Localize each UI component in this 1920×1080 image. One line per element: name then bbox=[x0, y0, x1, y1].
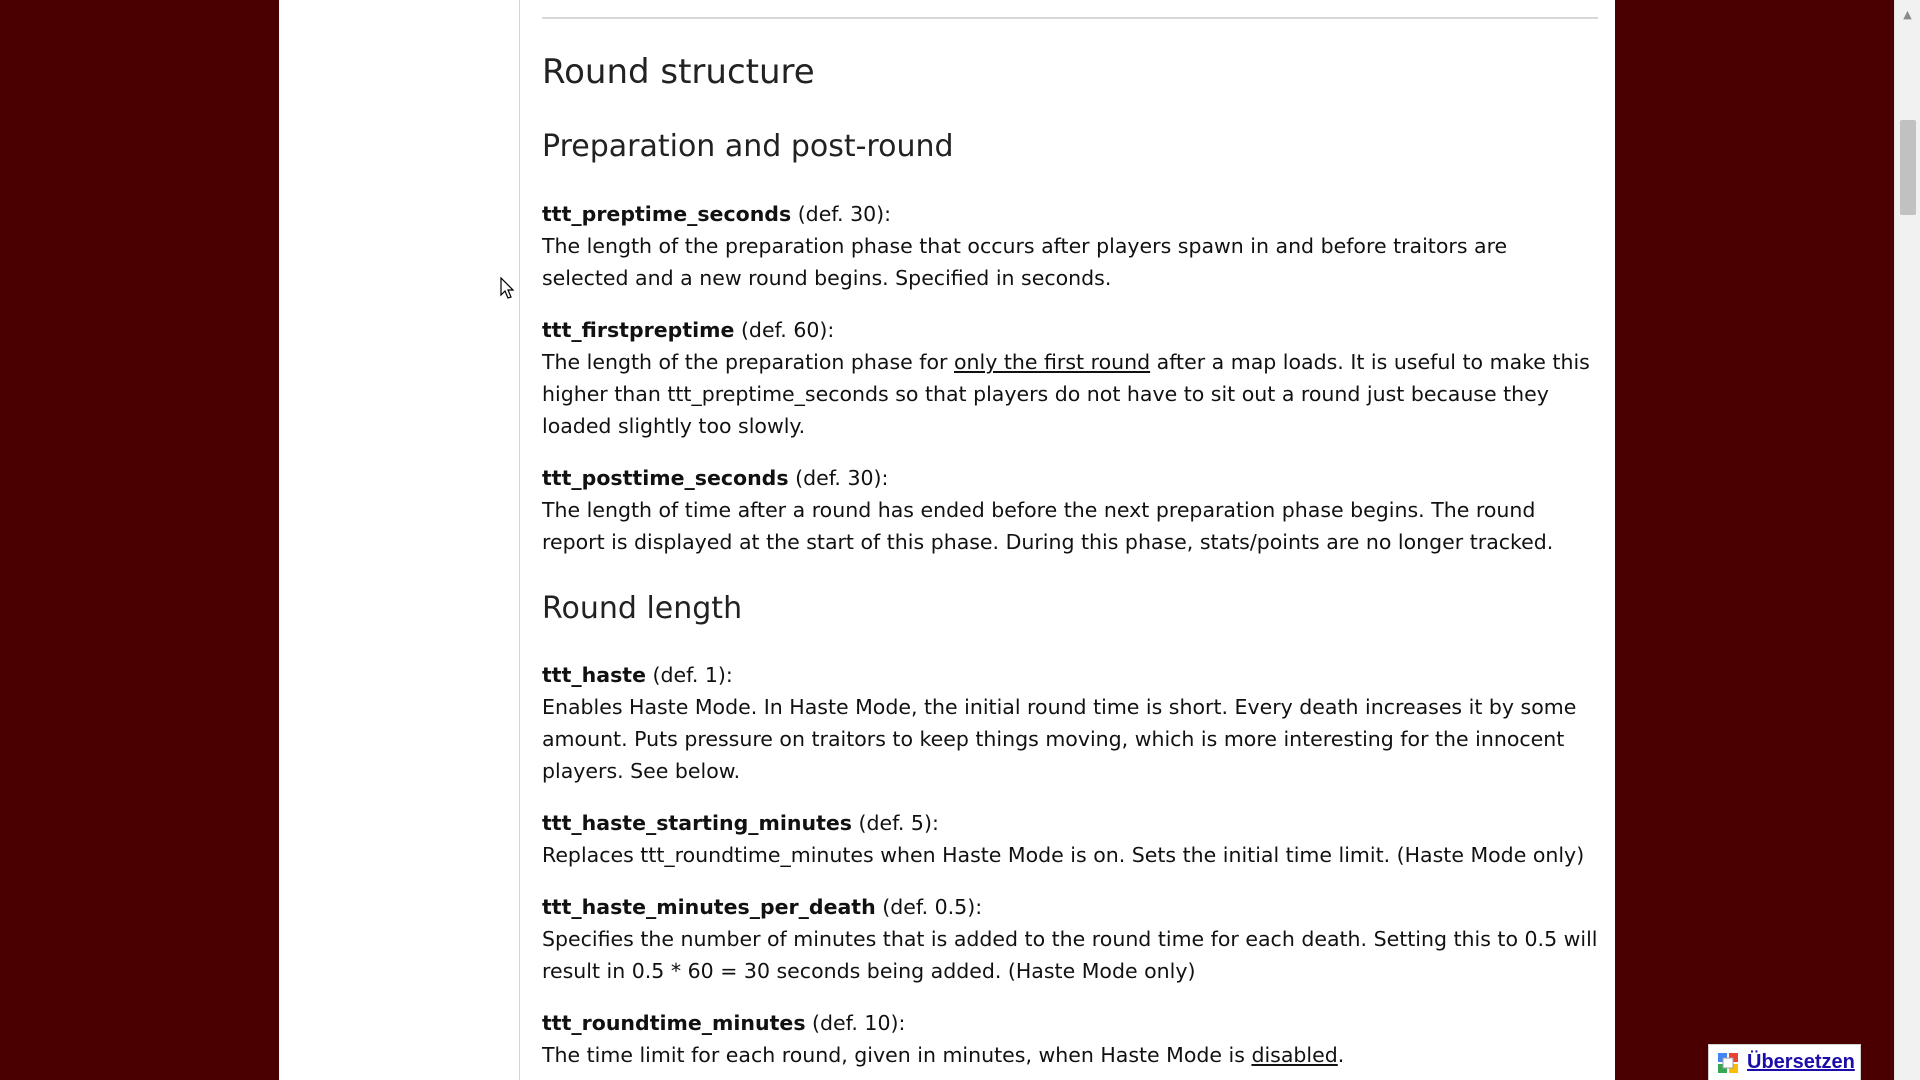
scroll-up-arrow-icon[interactable]: ▲ bbox=[1903, 7, 1912, 21]
cvar-description: Enables Haste Mode. In Haste Mode, the initial round time is short. Every death increases it by some amount. Puts pressure on traitors to keep things moving, which is more interesting for the innocent players. See below. bbox=[542, 695, 1577, 783]
cvar-name: ttt_haste bbox=[542, 663, 646, 687]
cvar-description: The length of the preparation phase that occurs after players spawn in and before traitors are selected and a new round begins. Specified in seconds. bbox=[542, 234, 1508, 290]
cvar-description: The length of time after a round has ended before the next preparation phase begins. The round report is displayed at the start of this phase. During this phase, stats/points are no longer tracked. bbox=[542, 498, 1554, 554]
vertical-scrollbar[interactable] bbox=[1894, 0, 1920, 1080]
cvar-name: ttt_firstpreptime bbox=[542, 318, 735, 342]
translate-link[interactable]: Übersetzen bbox=[1747, 1051, 1855, 1073]
cvar-default: (def. 30): bbox=[788, 466, 889, 490]
heading-round-structure: Round structure bbox=[542, 52, 815, 92]
cvar-entry bbox=[542, 891, 1598, 987]
cvar-description: Replaces ttt_roundtime_minutes when Haste Mode is on. Sets the initial time limit. (Haste Mode only) bbox=[542, 843, 1585, 867]
description-text: . bbox=[1337, 1043, 1345, 1067]
cvar-name: ttt_haste_minutes_per_death bbox=[542, 895, 876, 919]
cvar-default: (def. 10): bbox=[805, 1011, 906, 1035]
cvar-entry bbox=[542, 1007, 1598, 1071]
cvar-description bbox=[542, 1039, 1598, 1071]
cvar-default: (def. 5): bbox=[852, 811, 939, 835]
cvar-description: Specifies the number of minutes that is added to the round time for each death. Setting this to 0.5 will result in 0.5 * 60 = 30 seconds being added. (Haste Mode only) bbox=[542, 927, 1598, 983]
cvar-name: ttt_roundtime_minutes bbox=[542, 1011, 806, 1035]
cvar-entry bbox=[542, 462, 1598, 558]
cvar-entry bbox=[542, 314, 1598, 442]
description-text: after a map loads. It is useful to make this higher than ttt_preptime_seconds so that players do not have to sit out a round just because they loaded slightly too slowly. bbox=[542, 350, 1590, 438]
cvar-entry bbox=[542, 659, 1598, 787]
cvar-name: ttt_preptime_seconds bbox=[542, 202, 792, 226]
cvar-default: (def. 1): bbox=[645, 663, 733, 687]
left-sidebar bbox=[279, 0, 519, 1080]
translate-widget[interactable] bbox=[1708, 1044, 1861, 1080]
article-content bbox=[542, 0, 1598, 1080]
description-text: The length of the preparation phase for bbox=[542, 350, 954, 374]
cvar-default: (def. 30): bbox=[791, 202, 892, 226]
column-divider bbox=[519, 0, 520, 1080]
cvar-default: (def. 60): bbox=[734, 318, 835, 342]
heading-round-length: Round length bbox=[542, 591, 743, 626]
link-disabled[interactable]: disabled bbox=[1251, 1043, 1338, 1067]
page-container bbox=[279, 0, 1615, 1080]
cvar-name: ttt_haste_starting_minutes bbox=[542, 811, 853, 835]
scroll-thumb[interactable] bbox=[1900, 120, 1916, 215]
link-only-the-first-round[interactable]: only the first round bbox=[953, 350, 1151, 374]
mouse-pointer-icon bbox=[500, 277, 518, 301]
cvar-entry bbox=[542, 807, 1598, 871]
cvar-name: ttt_posttime_seconds bbox=[542, 466, 789, 490]
description-text: The time limit for each round, given in minutes, when Haste Mode is bbox=[542, 1043, 1252, 1067]
google-translate-icon bbox=[1717, 1052, 1739, 1074]
cvar-entry bbox=[542, 198, 1598, 294]
cvar-default: (def. 0.5): bbox=[875, 895, 983, 919]
heading-preparation: Preparation and post-round bbox=[542, 129, 954, 164]
cvar-description bbox=[542, 346, 1598, 442]
horizontal-rule bbox=[542, 17, 1598, 19]
